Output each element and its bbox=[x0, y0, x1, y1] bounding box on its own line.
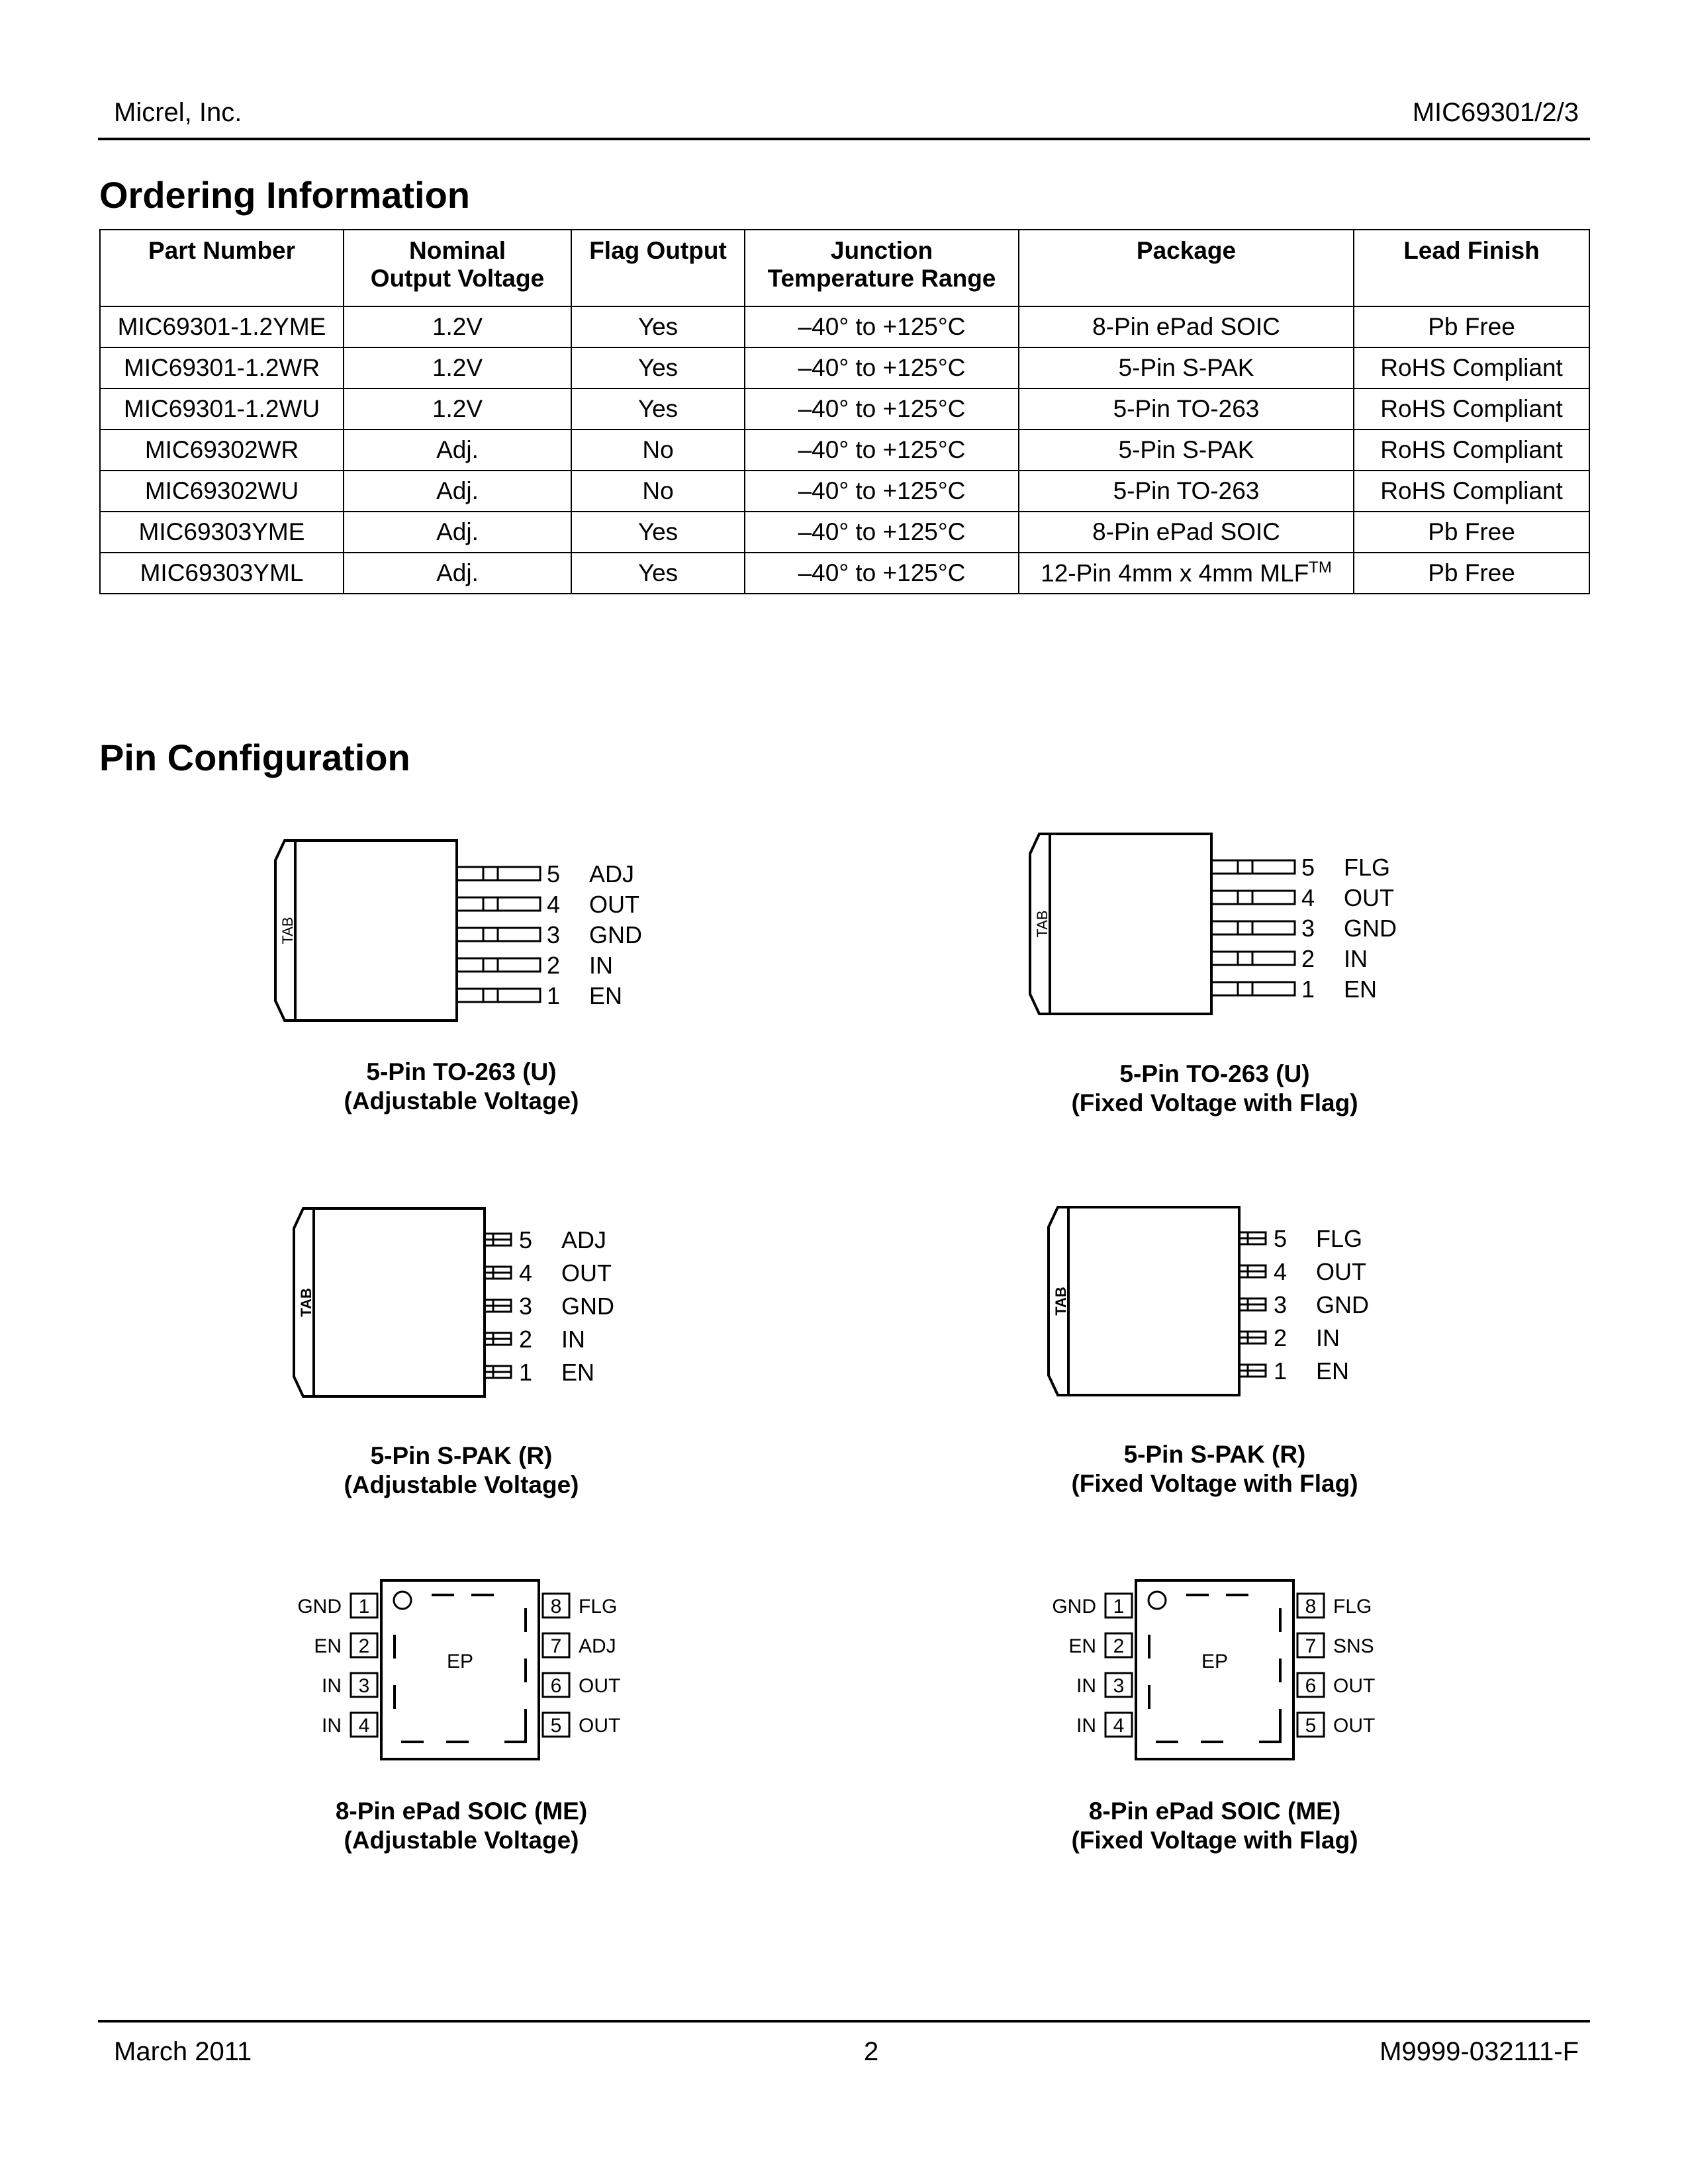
to263-fixed-diagram bbox=[1019, 821, 1417, 1026]
soic-adjustable-caption: 8-Pin ePad SOIC (ME) (Adjustable Voltage) bbox=[335, 1797, 588, 1854]
table-row bbox=[100, 306, 1589, 347]
pin-number: 7 bbox=[550, 1635, 562, 1657]
pin-label: OUT bbox=[561, 1259, 612, 1287]
spak-fixed-caption: 5-Pin S-PAK (R) (Fixed Voltage with Flag) bbox=[1071, 1441, 1358, 1497]
pin-label: EN bbox=[1316, 1357, 1350, 1385]
pin-label: EN bbox=[1068, 1635, 1096, 1657]
ep-label: EP bbox=[446, 1651, 474, 1672]
ep-label: EP bbox=[1201, 1651, 1229, 1672]
pin-label: IN bbox=[322, 1715, 342, 1737]
table-cell: MIC69301-1.2WR bbox=[100, 347, 344, 388]
table-cell: –40° to +125°C bbox=[745, 306, 1019, 347]
table-cell: RoHS Compliant bbox=[1354, 388, 1589, 430]
pin-number: 8 bbox=[1305, 1596, 1317, 1617]
table-cell: Pb Free bbox=[1354, 306, 1589, 347]
table-cell: 5-Pin S-PAK bbox=[1019, 347, 1354, 388]
pin-number: 5 bbox=[550, 1715, 562, 1737]
table-cell: Yes bbox=[571, 306, 745, 347]
table-cell: –40° to +125°C bbox=[745, 347, 1019, 388]
pin-label: GND bbox=[1052, 1596, 1096, 1617]
pin-label: IN bbox=[561, 1326, 585, 1353]
pin-label: EN bbox=[1344, 976, 1378, 1003]
header-company: Micrel, Inc. bbox=[114, 98, 242, 127]
to263-adjustable-diagram bbox=[265, 827, 662, 1032]
pin-label: GND bbox=[1316, 1291, 1369, 1318]
table-cell: MIC69303YML bbox=[100, 553, 344, 594]
pin-number: 4 bbox=[519, 1259, 533, 1287]
pin-label: OUT bbox=[589, 891, 639, 918]
pin-number: 3 bbox=[1274, 1291, 1288, 1318]
pin-number: 4 bbox=[358, 1715, 370, 1737]
table-cell: –40° to +125°C bbox=[745, 388, 1019, 430]
soic-adjustable-diagram bbox=[285, 1569, 642, 1774]
pin-number: 4 bbox=[1274, 1258, 1288, 1285]
pin-number: 3 bbox=[1301, 915, 1315, 942]
column-header-temperature-range: Junction Temperature Range bbox=[745, 230, 1019, 306]
pin-label: EN bbox=[589, 982, 623, 1009]
pin-number: 1 bbox=[547, 982, 561, 1009]
pin-number: 1 bbox=[1301, 976, 1315, 1003]
column-header-lead-finish: Lead Finish bbox=[1354, 230, 1589, 306]
pin-number: 3 bbox=[547, 921, 561, 948]
pin-number: 1 bbox=[519, 1359, 533, 1386]
tab-label: TAB bbox=[1052, 1287, 1069, 1316]
pin-label: OUT bbox=[579, 1715, 621, 1737]
table-cell: MIC69303YME bbox=[100, 512, 344, 553]
pin-label: OUT bbox=[1333, 1715, 1376, 1737]
pin-number: 1 bbox=[1274, 1357, 1288, 1385]
ordering-header-row bbox=[100, 230, 1589, 306]
pin-number: 8 bbox=[550, 1596, 562, 1617]
ordering-title: Ordering Information bbox=[99, 174, 470, 216]
column-header-output-voltage: Nominal Output Voltage bbox=[344, 230, 571, 306]
pin-label: FLG bbox=[1316, 1225, 1363, 1252]
table-cell: Yes bbox=[571, 553, 745, 594]
to263-adjustable-caption: 5-Pin TO-263 (U) (Adjustable Voltage) bbox=[344, 1058, 579, 1115]
ordering-table bbox=[99, 229, 1590, 594]
table-cell: –40° to +125°C bbox=[745, 471, 1019, 512]
pin-label: IN bbox=[1344, 945, 1368, 972]
table-cell: 1.2V bbox=[344, 347, 571, 388]
pin-label: OUT bbox=[579, 1675, 621, 1697]
pin-config-title: Pin Configuration bbox=[99, 737, 410, 778]
pin-label: FLG bbox=[1344, 854, 1391, 881]
table-cell: –40° to +125°C bbox=[745, 430, 1019, 471]
pin-number: 5 bbox=[1301, 854, 1315, 881]
table-cell: 12-Pin 4mm x 4mm MLF™ bbox=[1019, 553, 1354, 594]
pin-label: GND bbox=[297, 1596, 342, 1617]
header-rule bbox=[98, 138, 1590, 140]
column-header-package: Package bbox=[1019, 230, 1354, 306]
pin-label: GND bbox=[589, 921, 642, 948]
table-row bbox=[100, 347, 1589, 388]
pin-label: FLG bbox=[579, 1596, 618, 1617]
table-cell: 8-Pin ePad SOIC bbox=[1019, 306, 1354, 347]
pin-number: 3 bbox=[519, 1293, 533, 1320]
header-part-family: MIC69301/2/3 bbox=[1412, 98, 1579, 127]
table-cell: Yes bbox=[571, 388, 745, 430]
spak-adjustable-diagram bbox=[285, 1197, 642, 1408]
trademark-superscript: TM bbox=[1309, 559, 1332, 577]
table-cell: RoHS Compliant bbox=[1354, 430, 1589, 471]
table-cell: MIC69301-1.2YME bbox=[100, 306, 344, 347]
pin-number: 4 bbox=[1301, 884, 1315, 911]
pin1-marker bbox=[394, 1592, 411, 1609]
pin-label: IN bbox=[589, 952, 613, 979]
tab-label: TAB bbox=[297, 1288, 314, 1317]
pin-number: 6 bbox=[1305, 1675, 1317, 1697]
pin-number: 6 bbox=[550, 1675, 562, 1697]
pin-label: OUT bbox=[1316, 1258, 1366, 1285]
footer-doc-number: M9999-032111-F bbox=[1380, 2037, 1579, 2066]
table-cell: RoHS Compliant bbox=[1354, 347, 1589, 388]
column-header-part-number: Part Number bbox=[100, 230, 344, 306]
pin-number: 5 bbox=[547, 860, 561, 887]
pin-number: 2 bbox=[1113, 1635, 1125, 1657]
pin-label: IN bbox=[1076, 1715, 1096, 1737]
pin-number: 3 bbox=[1113, 1675, 1125, 1697]
to263-fixed-caption: 5-Pin TO-263 (U) (Fixed Voltage with Flag) bbox=[1071, 1060, 1358, 1116]
pin-label: OUT bbox=[1333, 1675, 1376, 1697]
pin-number: 4 bbox=[547, 891, 561, 918]
pin-label: ADJ bbox=[589, 860, 635, 887]
table-row bbox=[100, 553, 1589, 594]
footer-rule bbox=[98, 2020, 1590, 2023]
soic-fixed-caption: 8-Pin ePad SOIC (ME) (Fixed Voltage with Flag) bbox=[1071, 1797, 1358, 1854]
pin-number: 1 bbox=[358, 1596, 370, 1617]
tab-label: TAB bbox=[279, 917, 296, 944]
table-cell: Yes bbox=[571, 347, 745, 388]
pin1-marker bbox=[1149, 1592, 1166, 1609]
pin-label: FLG bbox=[1333, 1596, 1372, 1617]
table-row bbox=[100, 512, 1589, 553]
table-cell: Adj. bbox=[344, 430, 571, 471]
column-header-flag-output: Flag Output bbox=[571, 230, 745, 306]
footer-date: March 2011 bbox=[114, 2037, 252, 2066]
pin-number: 2 bbox=[1301, 945, 1315, 972]
pin-number: 2 bbox=[1274, 1324, 1288, 1351]
pin-label: ADJ bbox=[561, 1226, 607, 1253]
pin-label: IN bbox=[1316, 1324, 1340, 1351]
spak-adjustable-caption: 5-Pin S-PAK (R) (Adjustable Voltage) bbox=[344, 1442, 579, 1498]
table-cell: 8-Pin ePad SOIC bbox=[1019, 512, 1354, 553]
table-cell: No bbox=[571, 430, 745, 471]
table-cell: Yes bbox=[571, 512, 745, 553]
table-cell: 5-Pin TO-263 bbox=[1019, 388, 1354, 430]
pin-label: EN bbox=[314, 1635, 342, 1657]
table-cell: Adj. bbox=[344, 471, 571, 512]
pin-number: 2 bbox=[547, 952, 561, 979]
table-row bbox=[100, 471, 1589, 512]
table-cell: 5-Pin S-PAK bbox=[1019, 430, 1354, 471]
table-cell: Pb Free bbox=[1354, 553, 1589, 594]
table-cell: 1.2V bbox=[344, 306, 571, 347]
table-cell: Pb Free bbox=[1354, 512, 1589, 553]
pin-number: 2 bbox=[358, 1635, 370, 1657]
table-cell: –40° to +125°C bbox=[745, 553, 1019, 594]
pin-label: ADJ bbox=[579, 1635, 616, 1657]
pin-number: 1 bbox=[1113, 1596, 1125, 1617]
table-cell: –40° to +125°C bbox=[745, 512, 1019, 553]
pin-leads bbox=[485, 1234, 511, 1378]
pin-number: 3 bbox=[358, 1675, 370, 1697]
table-cell: No bbox=[571, 471, 745, 512]
pin-label: OUT bbox=[1344, 884, 1394, 911]
pin-number: 7 bbox=[1305, 1635, 1317, 1657]
table-cell: 5-Pin TO-263 bbox=[1019, 471, 1354, 512]
pin-number: 5 bbox=[1305, 1715, 1317, 1737]
pin-leads bbox=[1211, 860, 1295, 995]
spak-fixed-diagram bbox=[1039, 1195, 1397, 1407]
table-cell: MIC69302WR bbox=[100, 430, 344, 471]
pin-number: 2 bbox=[519, 1326, 533, 1353]
table-row bbox=[100, 388, 1589, 430]
pin-number: 4 bbox=[1113, 1715, 1125, 1737]
table-cell: MIC69301-1.2WU bbox=[100, 388, 344, 430]
pin-number: 5 bbox=[519, 1226, 533, 1253]
pin-label: IN bbox=[1076, 1675, 1096, 1697]
pin-number: 5 bbox=[1274, 1225, 1288, 1252]
pin-leads bbox=[1239, 1232, 1266, 1377]
table-cell: Adj. bbox=[344, 553, 571, 594]
table-row bbox=[100, 430, 1589, 471]
table-cell: RoHS Compliant bbox=[1354, 471, 1589, 512]
table-cell: Adj. bbox=[344, 512, 571, 553]
footer-page-number: 2 bbox=[864, 2037, 879, 2066]
pin-label: SNS bbox=[1333, 1635, 1374, 1657]
table-cell: 1.2V bbox=[344, 388, 571, 430]
tab-label: TAB bbox=[1033, 910, 1051, 938]
table-cell: MIC69302WU bbox=[100, 471, 344, 512]
pin-label: IN bbox=[322, 1675, 342, 1697]
soic-fixed-diagram bbox=[1039, 1569, 1397, 1774]
pin-label: EN bbox=[561, 1359, 595, 1386]
pin-label: GND bbox=[561, 1293, 614, 1320]
pin-leads bbox=[457, 867, 540, 1002]
pin-label: GND bbox=[1344, 915, 1397, 942]
